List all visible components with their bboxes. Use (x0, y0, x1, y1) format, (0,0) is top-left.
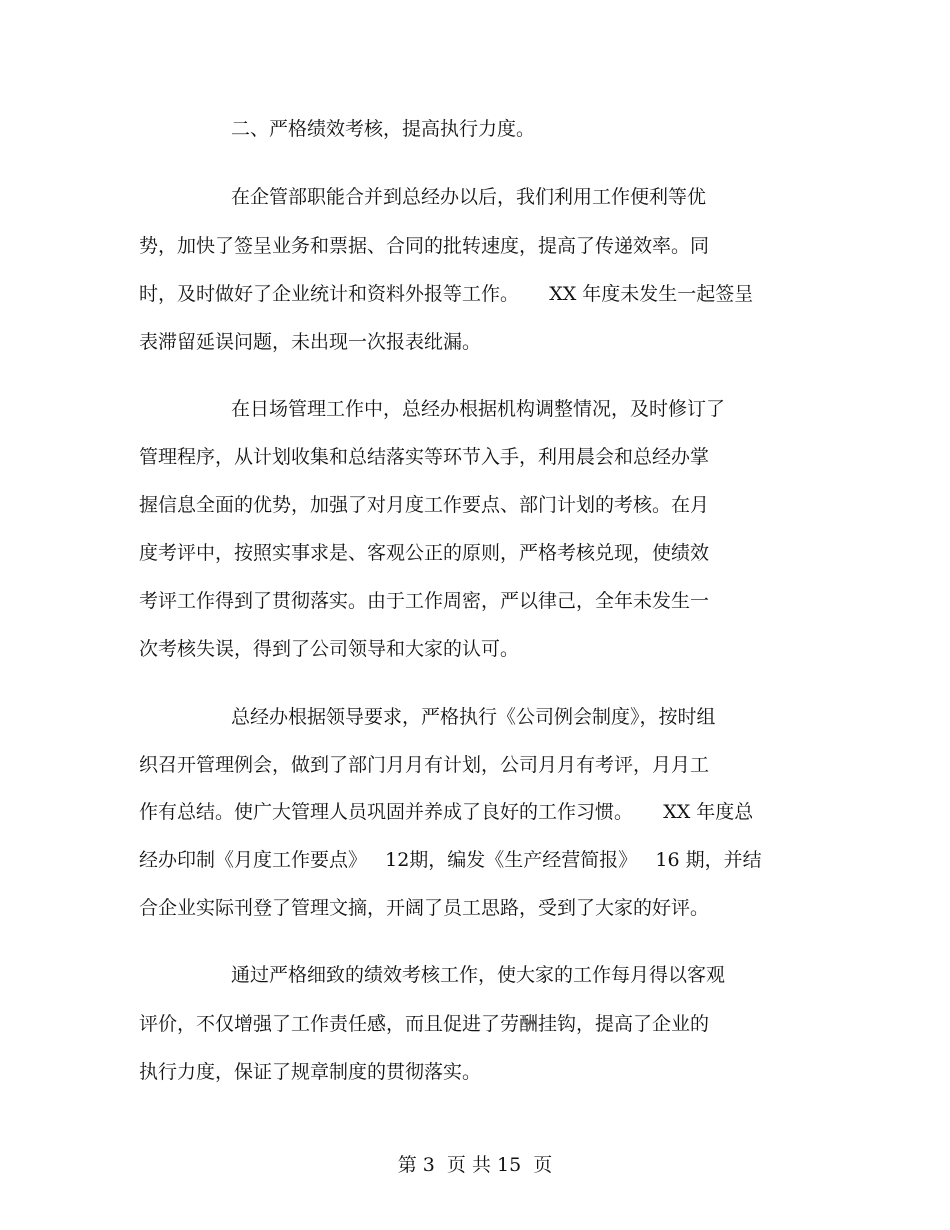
paragraph-4-line-3: 执行力度，保证了规章制度的贯彻落实。 (139, 1061, 482, 1083)
paragraph-3-line-4: 经办印制《月度工作要点》 12期，编发《生产经营简报》 16 期，并结 (139, 849, 762, 871)
paragraph-2-line-6: 次考核失误，得到了公司领导和大家的认可。 (139, 638, 520, 660)
paragraph-3-line-3: 作有总结。使广大管理人员巩固并养成了良好的工作习惯。 XX 年度总 (139, 801, 754, 823)
paragraph-3-line-2: 织召开管理例会，做到了部门月月有计划，公司月月有考评，月月工 (139, 754, 710, 776)
paragraph-1-line-4: 表滞留延误问题，未出现一次报表纰漏。 (139, 331, 482, 353)
paragraph-2-line-3: 握信息全面的优势，加强了对月度工作要点、部门计划的考核。在月 (139, 494, 710, 516)
section-heading: 二、严格绩效考核，提高执行力度。 (231, 118, 536, 140)
page-number-footer: 第 3 页 共 15 页 (397, 1154, 553, 1176)
paragraph-2-line-1: 在日场管理工作中，总经办根据机构调整情况，及时修订了 (231, 398, 726, 420)
paragraph-2-line-2: 管理程序，从计划收集和总结落实等环节入手，利用晨会和总经办掌 (139, 446, 710, 468)
paragraph-3-line-1: 总经办根据领导要求，严格执行《公司例会制度》，按时组 (231, 706, 716, 728)
paragraph-2-line-5: 考评工作得到了贯彻落实。由于工作周密，严以律己，全年未发生一 (139, 590, 710, 612)
paragraph-1-line-3: 时，及时做好了企业统计和资料外报等工作。 XX 年度未发生一起签呈 (139, 283, 754, 305)
paragraph-4-line-1: 通过严格细致的绩效考核工作，使大家的工作每月得以客观 (231, 964, 726, 986)
paragraph-4-line-2: 评价，不仅增强了工作责任感，而且促进了劳酬挂钩，提高了企业的 (139, 1013, 710, 1035)
paragraph-1-line-2: 势，加快了签呈业务和票据、合同的批转速度，提高了传递效率。同 (139, 235, 710, 257)
paragraph-1-line-1: 在企管部职能合并到总经办以后，我们利用工作便利等优 (231, 186, 707, 208)
paragraph-2-line-4: 度考评中，按照实事求是、客观公正的原则，严格考核兑现，使绩效 (139, 542, 710, 564)
paragraph-3-line-5: 合企业实际刊登了管理文摘，开阔了员工思路，受到了大家的好评。 (139, 897, 710, 919)
